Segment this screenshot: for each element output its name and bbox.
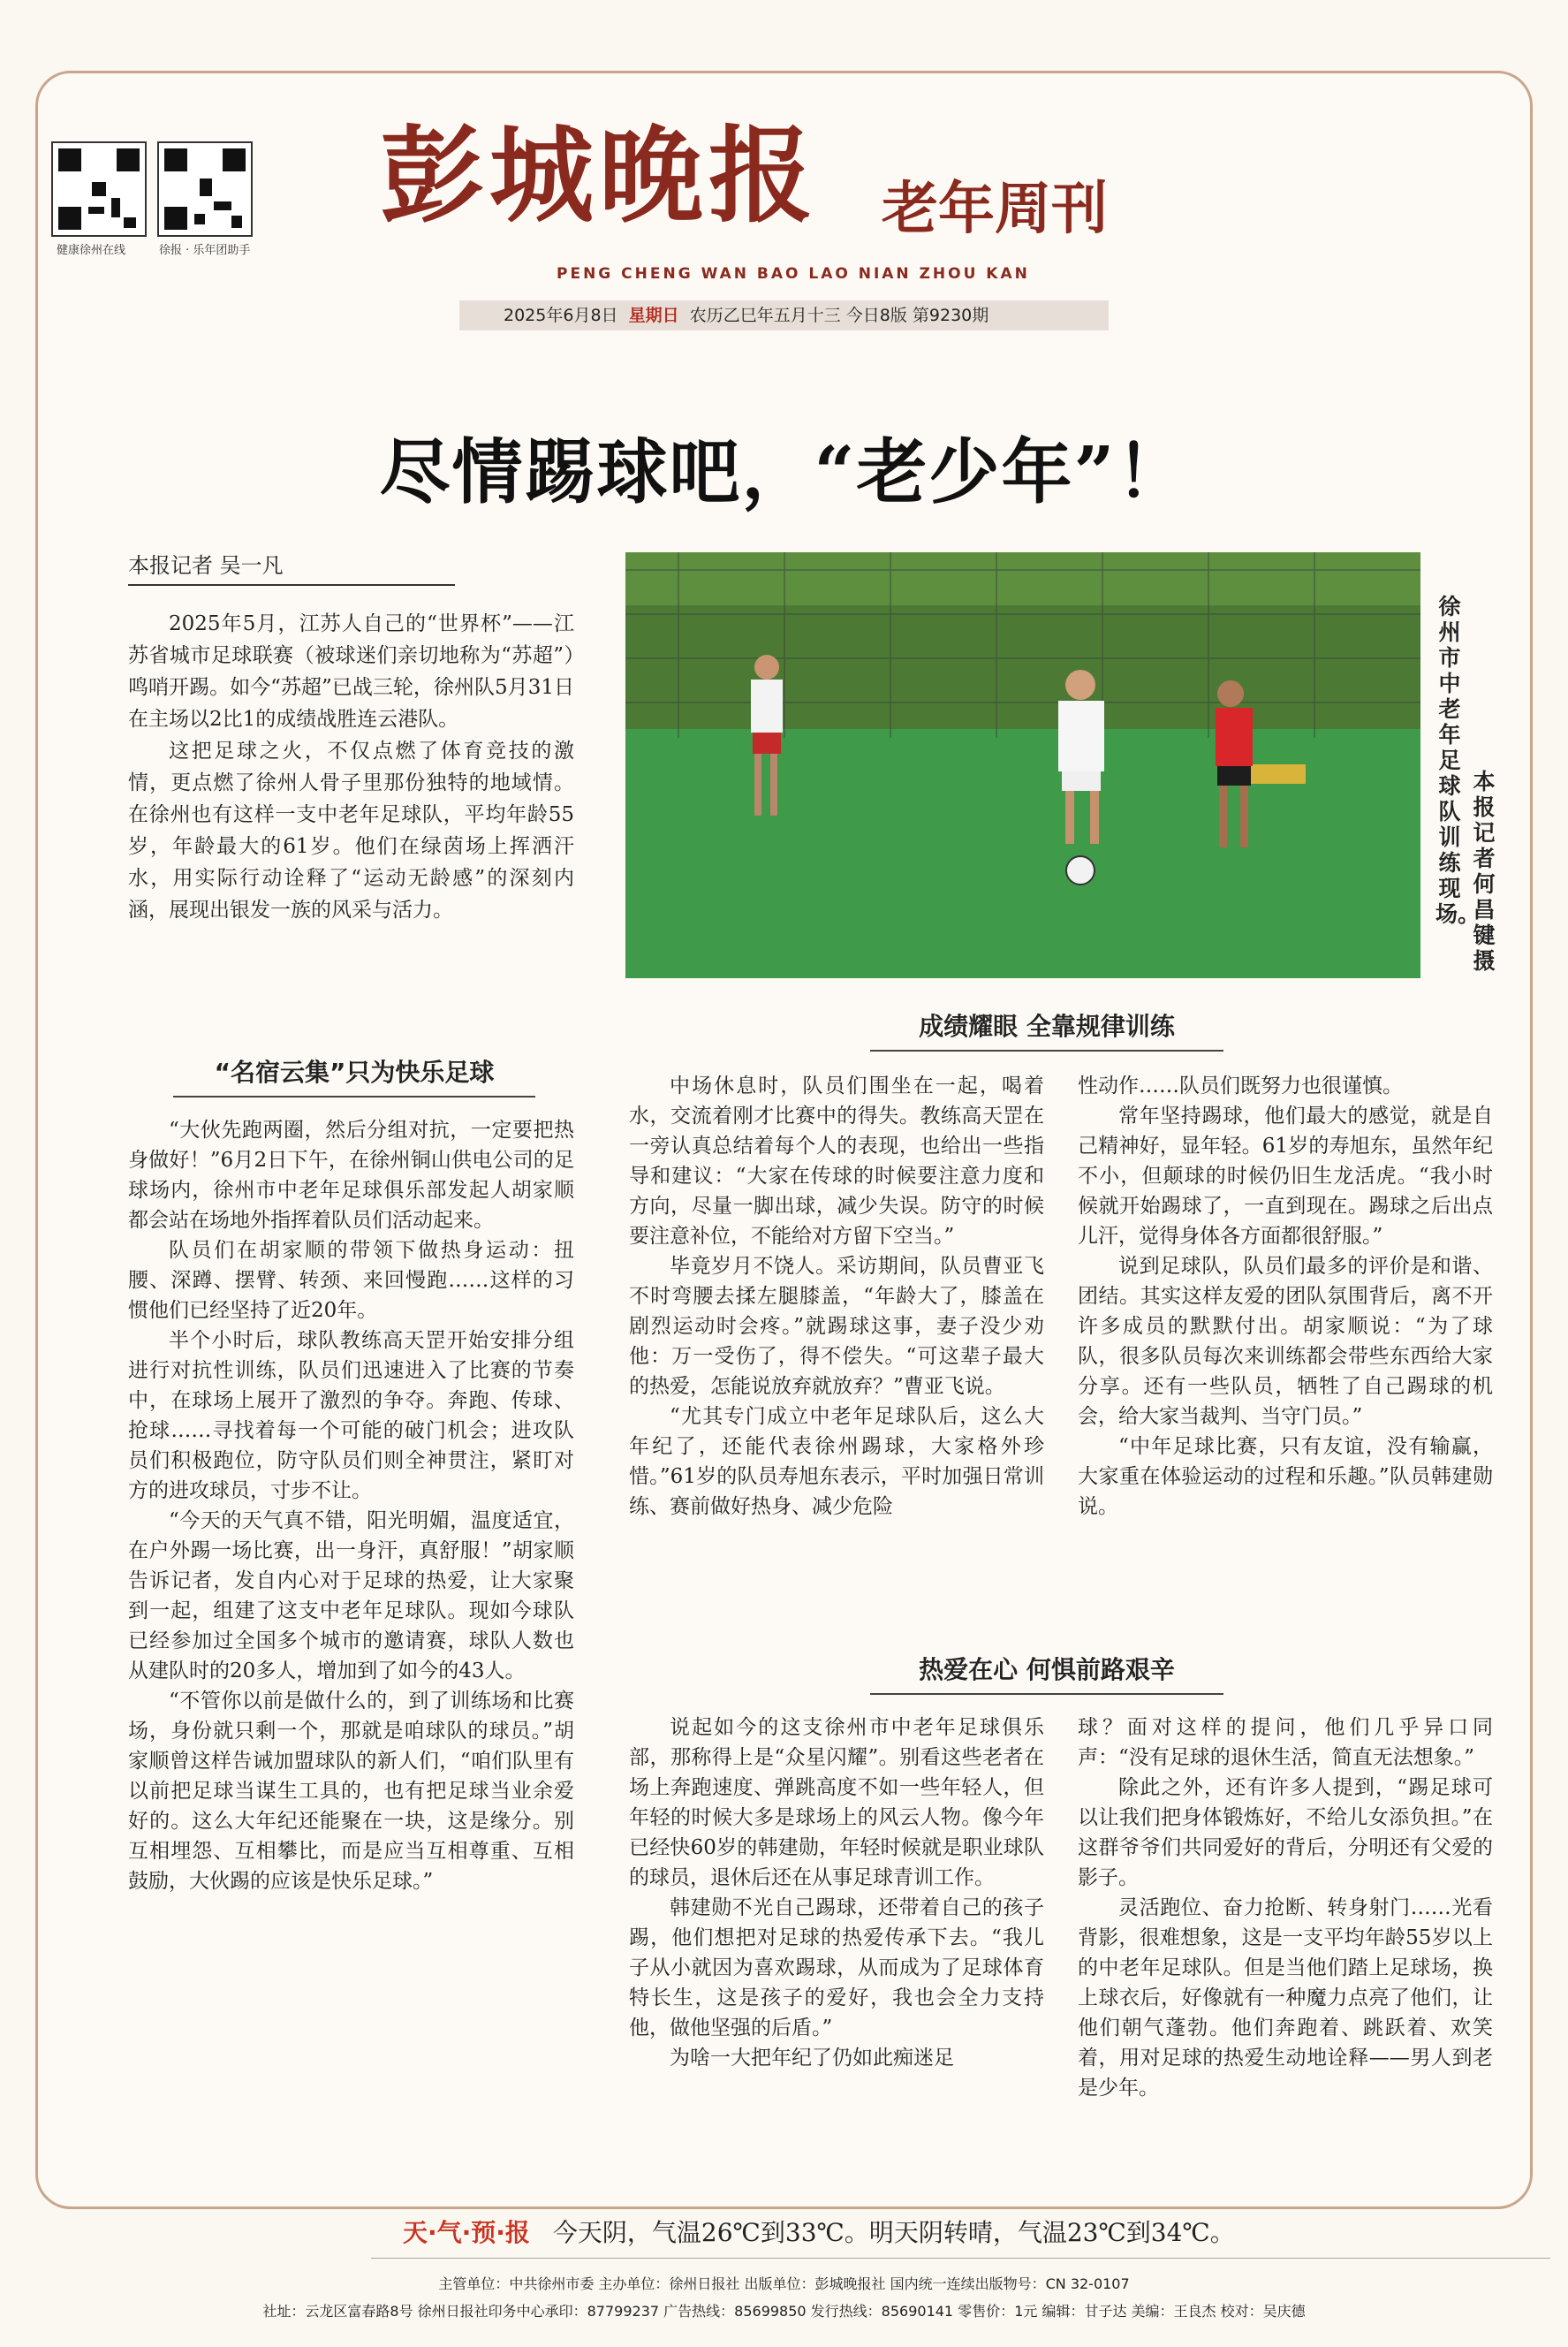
qr-code-2[interactable] xyxy=(157,141,253,237)
qr-label-1: 健康徐州在线 xyxy=(57,244,126,257)
paragraph: 球？面对这样的提问，他们几乎异口同声：“没有足球的退休生活，简直无法想象。” xyxy=(1078,1716,1493,1769)
intro-column xyxy=(128,608,574,926)
paragraph: 中场休息时，队员们围坐在一起，喝着水，交流着刚才比赛中的得失。教练高天罡在一旁认真总结着每个人的表现，也给出一些指导和建议：“大家在传球的时候要注意力度和方向，尽量一脚出球，减少失误。防守的时候要注意补位，不能给对方留下空当。” xyxy=(629,1075,1044,1248)
soccer-training-photo[interactable] xyxy=(625,552,1420,978)
section-title-2: 成绩耀眼 全靠规律训练 xyxy=(870,1007,1223,1052)
middle-column-bottom xyxy=(629,1713,1044,2073)
photo-illustration xyxy=(625,552,1420,978)
section-title-1: “名宿云集”只为快乐足球 xyxy=(173,1053,535,1098)
left-column xyxy=(128,1115,574,1896)
photo-credit: 本报记者 何昌键 摄 xyxy=(1473,769,1496,974)
paragraph: 性动作……队员们既努力也很谨慎。 xyxy=(1078,1075,1403,1098)
right-column-bottom xyxy=(1078,1713,1493,2103)
paragraph: 为啥一大把年纪了仍如此痴迷足 xyxy=(670,2047,954,2070)
footer-line-2: 社址：云龙区富春路8号 徐州日报社印务中心承印：87799237 广告热线：85699850 发行热线：85690141 零售价：1元 编辑：甘子达 美编：王良杰 校对：吴庆德 xyxy=(262,2303,1306,2320)
middle-column-top xyxy=(629,1071,1044,1522)
section-title-3: 热爱在心 何惧前路艰辛 xyxy=(870,1651,1223,1695)
headline: 尽情踢球吧，“老少年”！ xyxy=(379,430,1189,513)
weather-forecast xyxy=(403,2214,1235,2249)
paragraph: “不管你以前是做什么的，到了训练场和比赛场，身份就只剩一个，那就是咱球队的球员。”胡家顺曾这样告诫加盟球队的新人们，“咱们队里有以前把足球当谋生工具的，也有把足球当业余爱好的。这么大年纪还能聚在一块，这是缘分。别互相埋怨、互相攀比，而是应当互相尊重、互相鼓励，大伙踢的应该是快乐足球。” xyxy=(128,1690,574,1893)
intro-paragraph: 这把足球之火，不仅点燃了体育竞技的激情，更点燃了徐州人骨子里那份独特的地域情。在徐州也有这样一支中老年足球队，平均年龄55岁，年龄最大的61岁。他们在绿茵场上挥洒汗水，用实际行动诠释了“运动无龄感”的深刻内涵，展现出银发一族的风采与活力。 xyxy=(128,740,574,922)
paragraph: 韩建勋不光自己踢球，还带着自己的孩子踢，他们想把对足球的热爱传承下去。“我儿子从小就因为喜欢踢球，从而成为了足球体育特长生，这是孩子的爱好，我也会全力支持他，做他坚强的后盾。” xyxy=(629,1896,1044,2039)
paragraph: 毕竟岁月不饶人。采访期间，队员曹亚飞不时弯腰去揉左腿膝盖，“年龄大了，膝盖在剧烈运动时会疼。”就踢球这事，妻子没少劝他：万一受伤了，得不偿失。“可这辈子最大的热爱，怎能说放弃就放弃？”曹亚飞说。 xyxy=(629,1255,1044,1398)
masthead-subtitle: 老年周刊 xyxy=(882,176,1108,242)
paragraph: 半个小时后，球队教练高天罡开始安排分组进行对抗性训练，队员们迅速进入了比赛的节奏中，在球场上展开了激烈的争夺。奔跑、传球、抢球……寻找着每一个可能的破门机会；进攻队员们积极跑位，防守队员们则全神贯注，紧盯对方的进攻球员，寸步不让。 xyxy=(128,1329,574,1502)
paragraph: 除此之外，还有许多人提到，“踢足球可以让我们把身体锻炼好，不给儿女添负担。”在这群爷爷们共同爱好的背后，分明还有父爱的影子。 xyxy=(1078,1776,1493,1889)
issue-info: 农历乙巳年五月十三 今日8版 第9230期 xyxy=(689,306,989,325)
paragraph: “尤其专门成立中老年足球队后，这么大年纪了，还能代表徐州踢球，大家格外珍惜。”61岁的队员寿旭东表示，平时加强日常训练、赛前做好热身、减少危险 xyxy=(629,1405,1044,1518)
photo-caption: 徐州市中老年足球队训练现场。 xyxy=(1435,594,1481,927)
weather-text: 今天阴，气温26℃到33℃。明天阴转晴，气温23℃到34℃。 xyxy=(552,2218,1235,2247)
paragraph: “今天的天气真不错，阳光明媚，温度适宜，在户外踢一场比赛，出一身汗，真舒服！”胡家顺告诉记者，发自内心对于足球的热爱，让大家聚到一起，组建了这支中老年足球队。现如今球队已经参加过全国多个城市的邀请赛，球队人数也从建队时的20多人，增加到了如今的43人。 xyxy=(128,1509,574,1682)
masthead-title: 彭城晚报 xyxy=(380,114,819,237)
dateline xyxy=(459,300,1109,330)
paragraph: 队员们在胡家顺的带领下做热身运动：扭腰、深蹲、摆臂、转颈、来回慢跑……这样的习惯他们已经坚持了近20年。 xyxy=(128,1239,574,1322)
intro-paragraph: 2025年5月，江苏人自己的“世界杯”——江苏省城市足球联赛（被球迷们亲切地称为“苏超”）鸣哨开踢。如今“苏超”已战三轮，徐州队5月31日在主场以2比1的成绩战胜连云港队。 xyxy=(128,612,574,731)
paragraph: “中年足球比赛，只有友谊，没有输赢，大家重在体验运动的过程和乐趣。”队员韩建勋说。 xyxy=(1078,1435,1493,1518)
issue-weekday: 星期日 xyxy=(628,306,679,325)
footer-divider xyxy=(371,2258,1550,2259)
qr-code-1[interactable] xyxy=(51,141,147,237)
masthead-pinyin: PENG CHENG WAN BAO LAO NIAN ZHOU KAN xyxy=(557,265,1030,283)
qr-label-2: 徐报 · 乐年团助手 xyxy=(159,244,251,257)
paragraph: 常年坚持踢球，他们最大的感觉，就是自己精神好，显年轻。61岁的寿旭东，虽然年纪不小，但颠球的时候仍旧生龙活虎。“我小时候就开始踢球了，一直到现在。踢球之后出点儿汗，觉得身体各方面都很舒服。” xyxy=(1078,1105,1493,1248)
paragraph: 说到足球队，队员们最多的评价是和谐、团结。其实这样友爱的团队氛围背后，离不开许多成员的默默付出。胡家顺说：“为了球队，很多队员每次来训练都会带些东西给大家分享。还有一些队员，牺牲了自己踢球的机会，给大家当裁判、当守门员。” xyxy=(1078,1255,1493,1428)
paragraph: 说起如今的这支徐州市中老年足球俱乐部，那称得上是“众星闪耀”。别看这些老者在场上奔跑速度、弹跳高度不如一些年轻人，但年轻的时候大多是球场上的风云人物。像今年已经快60岁的韩建勋，年轻时候就是职业球队的球员，退休后还在从事足球青训工作。 xyxy=(629,1716,1044,1889)
footer-line-1: 主管单位：中共徐州市委 主办单位：徐州日报社 出版单位：彭城晚报社 国内统一连续出版物号：CN 32-0107 xyxy=(438,2275,1130,2292)
weather-label: 天·气·预·报 xyxy=(403,2218,530,2247)
soccer-ball xyxy=(1066,856,1095,885)
issue-date: 2025年6月8日 xyxy=(504,306,618,325)
paragraph: “大伙先跑两圈，然后分组对抗，一定要把热身做好！”6月2日下午，在徐州铜山供电公司的足球场内，徐州市中老年足球俱乐部发起人胡家顺都会站在场地外指挥着队员们活动起来。 xyxy=(128,1119,574,1232)
right-column-top xyxy=(1078,1071,1493,1522)
byline: 本报记者 吴一凡 xyxy=(128,548,455,586)
paragraph: 灵活跑位、奋力抢断、转身射门……光看背影，很难想象，这是一支平均年龄55岁以上的中老年足球队。但是当他们踏上足球场，换上球衣后，好像就有一种魔力点亮了他们，让他们朝气蓬勃。他们奔跑着、跳跃着、欢笑着，用对足球的热爱生动地诠释——男人到老是少年。 xyxy=(1078,1896,1493,2100)
